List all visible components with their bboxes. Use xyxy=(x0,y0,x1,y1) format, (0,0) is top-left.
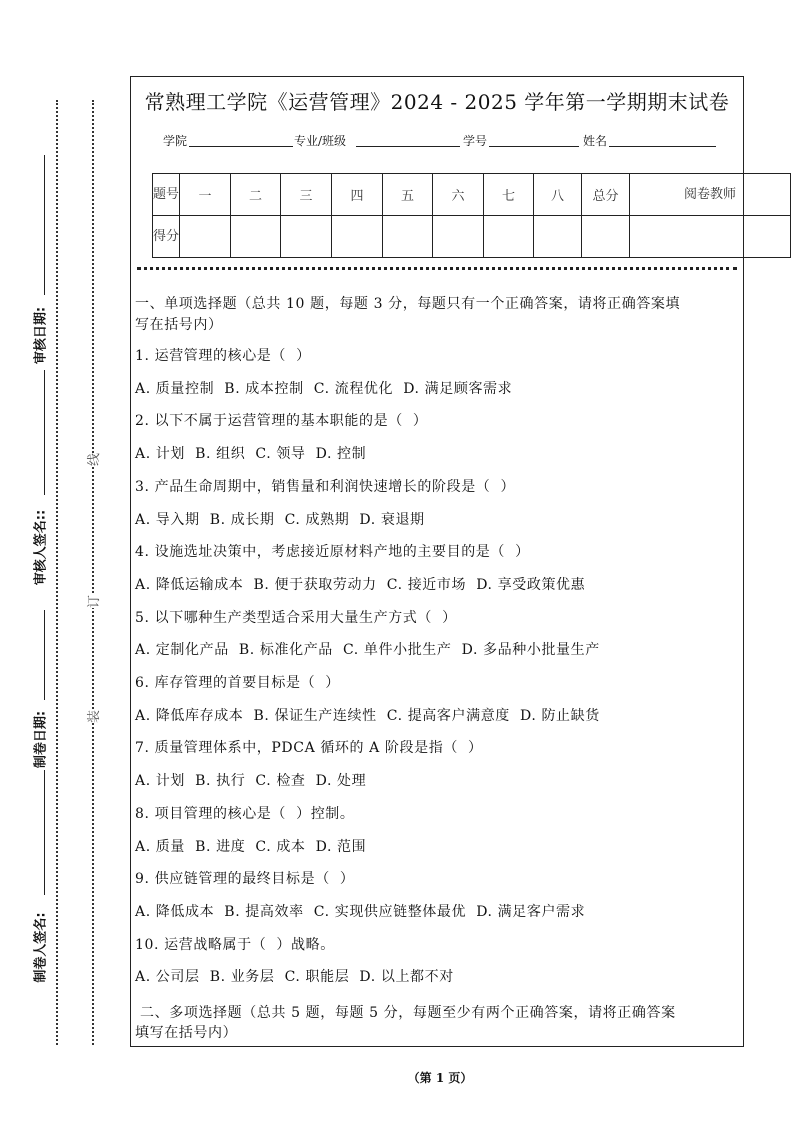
review-date-label: 审核日期: xyxy=(33,306,49,365)
question-options: A. 导入期 B. 成长期 C. 成熟期 D. 衰退期 xyxy=(135,511,425,528)
score-cell-grader[interactable] xyxy=(630,216,791,258)
student-id-label: 学号 xyxy=(463,134,488,148)
question-options: A. 质量 B. 进度 C. 成本 D. 范围 xyxy=(135,838,367,855)
section1-heading-line1: 一、单项选择题（总共 10 题，每题 3 分，每题只有一个正确答案，请将正确答案填 xyxy=(135,296,681,312)
score-table-score-row xyxy=(153,216,791,258)
name-field[interactable] xyxy=(609,146,716,147)
header-cell-question-no: 题号 xyxy=(153,174,180,216)
score-cell-8[interactable] xyxy=(534,216,582,258)
student-id-field[interactable] xyxy=(489,146,579,147)
binding-mark-ding: 订 xyxy=(83,595,102,608)
binding-mark-zhuang: 装 xyxy=(83,710,102,723)
section2-heading-line1: 二、多项选择题（总共 5 题，每题 5 分，每题至少有两个正确答案，请将正确答案 xyxy=(135,1005,676,1021)
question-stem: 7. 质量管理体系中，PDCA 循环的 A 阶段是指（ ） xyxy=(135,740,483,757)
header-cell-4: 四 xyxy=(332,174,383,216)
question-stem: 1. 运营管理的核心是（ ） xyxy=(135,348,311,364)
question-stem: 9. 供应链管理的最终目标是（ ） xyxy=(135,871,355,888)
maker-sign-field[interactable] xyxy=(44,770,45,895)
score-cell-7[interactable] xyxy=(484,216,534,258)
score-cell-6[interactable] xyxy=(433,216,484,258)
score-table xyxy=(152,173,791,258)
score-cell-3[interactable] xyxy=(281,216,332,258)
exam-title: 常熟理工学院《运营管理》2024 - 2025 学年第一学期期末试卷 xyxy=(144,90,730,114)
score-cell-2[interactable] xyxy=(231,216,281,258)
question-stem: 4. 设施选址决策中，考虑接近原材料产地的主要目的是（ ） xyxy=(135,544,530,561)
page-number: （第 1 页） xyxy=(407,1071,473,1085)
make-date-label: 制卷日期: xyxy=(33,710,49,769)
reviewer-sign-field[interactable] xyxy=(44,370,45,495)
question-options: A. 质量控制 B. 成本控制 C. 流程优化 D. 满足顾客需求 xyxy=(135,380,513,397)
header-cell-8: 八 xyxy=(534,174,582,216)
section1-heading-line2: 写在括号内） xyxy=(135,317,223,333)
section2-heading-line2: 填写在括号内） xyxy=(135,1025,238,1041)
question-options: A. 公司层 B. 业务层 C. 职能层 D. 以上都不对 xyxy=(135,969,454,986)
question-stem: 10. 运营战略属于（ ）战略。 xyxy=(135,936,335,953)
review-date-field[interactable] xyxy=(44,155,45,295)
header-cell-3: 三 xyxy=(281,174,332,216)
header-cell-total: 总分 xyxy=(582,174,630,216)
header-cell-6: 六 xyxy=(433,174,484,216)
score-cell-total[interactable] xyxy=(582,216,630,258)
header-cell-1: 一 xyxy=(180,174,231,216)
score-cell-5[interactable] xyxy=(383,216,433,258)
name-label: 姓名 xyxy=(583,134,608,148)
make-date-field[interactable] xyxy=(44,610,45,700)
question-stem: 3. 产品生命周期中，销售量和利润快速增长的阶段是（ ） xyxy=(135,478,516,495)
question-options: A. 降低运输成本 B. 便于获取劳动力 C. 接近市场 D. 享受政策优惠 xyxy=(135,576,586,593)
score-cell-4[interactable] xyxy=(332,216,383,258)
reviewer-sign-label: 审核人签名:: xyxy=(33,509,49,586)
score-cell-1[interactable] xyxy=(180,216,231,258)
question-stem: 6. 库存管理的首要目标是（ ） xyxy=(135,675,340,691)
college-field[interactable] xyxy=(189,146,293,147)
major-field[interactable] xyxy=(356,146,460,147)
question-options: A. 降低库存成本 B. 保证生产连续性 C. 提高客户满意度 D. 防止缺货 xyxy=(135,707,600,724)
question-options: A. 计划 B. 执行 C. 检查 D. 处理 xyxy=(135,773,367,790)
score-table-header-row xyxy=(153,174,791,216)
college-label: 学院 xyxy=(163,134,188,148)
question-options: A. 降低成本 B. 提高效率 C. 实现供应链整体最优 D. 满足客户需求 xyxy=(135,903,586,920)
question-options: A. 定制化产品 B. 标准化产品 C. 单件小批生产 D. 多品种小批量生产 xyxy=(135,642,600,659)
row-label-score: 得分 xyxy=(153,216,180,258)
separator-dotted-line xyxy=(137,267,737,270)
question-stem: 8. 项目管理的核心是（ ）控制。 xyxy=(135,805,355,822)
header-cell-7: 七 xyxy=(484,174,534,216)
header-cell-5: 五 xyxy=(383,174,433,216)
question-options: A. 计划 B. 组织 C. 领导 D. 控制 xyxy=(135,446,367,463)
header-cell-2: 二 xyxy=(231,174,281,216)
question-stem: 5. 以下哪种生产类型适合采用大量生产方式（ ） xyxy=(135,609,457,626)
binding-dotted-line-outer xyxy=(56,100,58,1045)
maker-sign-label: 制卷人签名: xyxy=(33,912,49,983)
question-stem: 2. 以下不属于运营管理的基本职能的是（ ） xyxy=(135,413,428,430)
major-label: 专业/班级 xyxy=(294,134,347,148)
binding-mark-line: 线 xyxy=(83,453,102,466)
header-cell-grader: 阅卷教师 xyxy=(630,174,791,216)
binding-dotted-line-inner xyxy=(92,100,94,1045)
